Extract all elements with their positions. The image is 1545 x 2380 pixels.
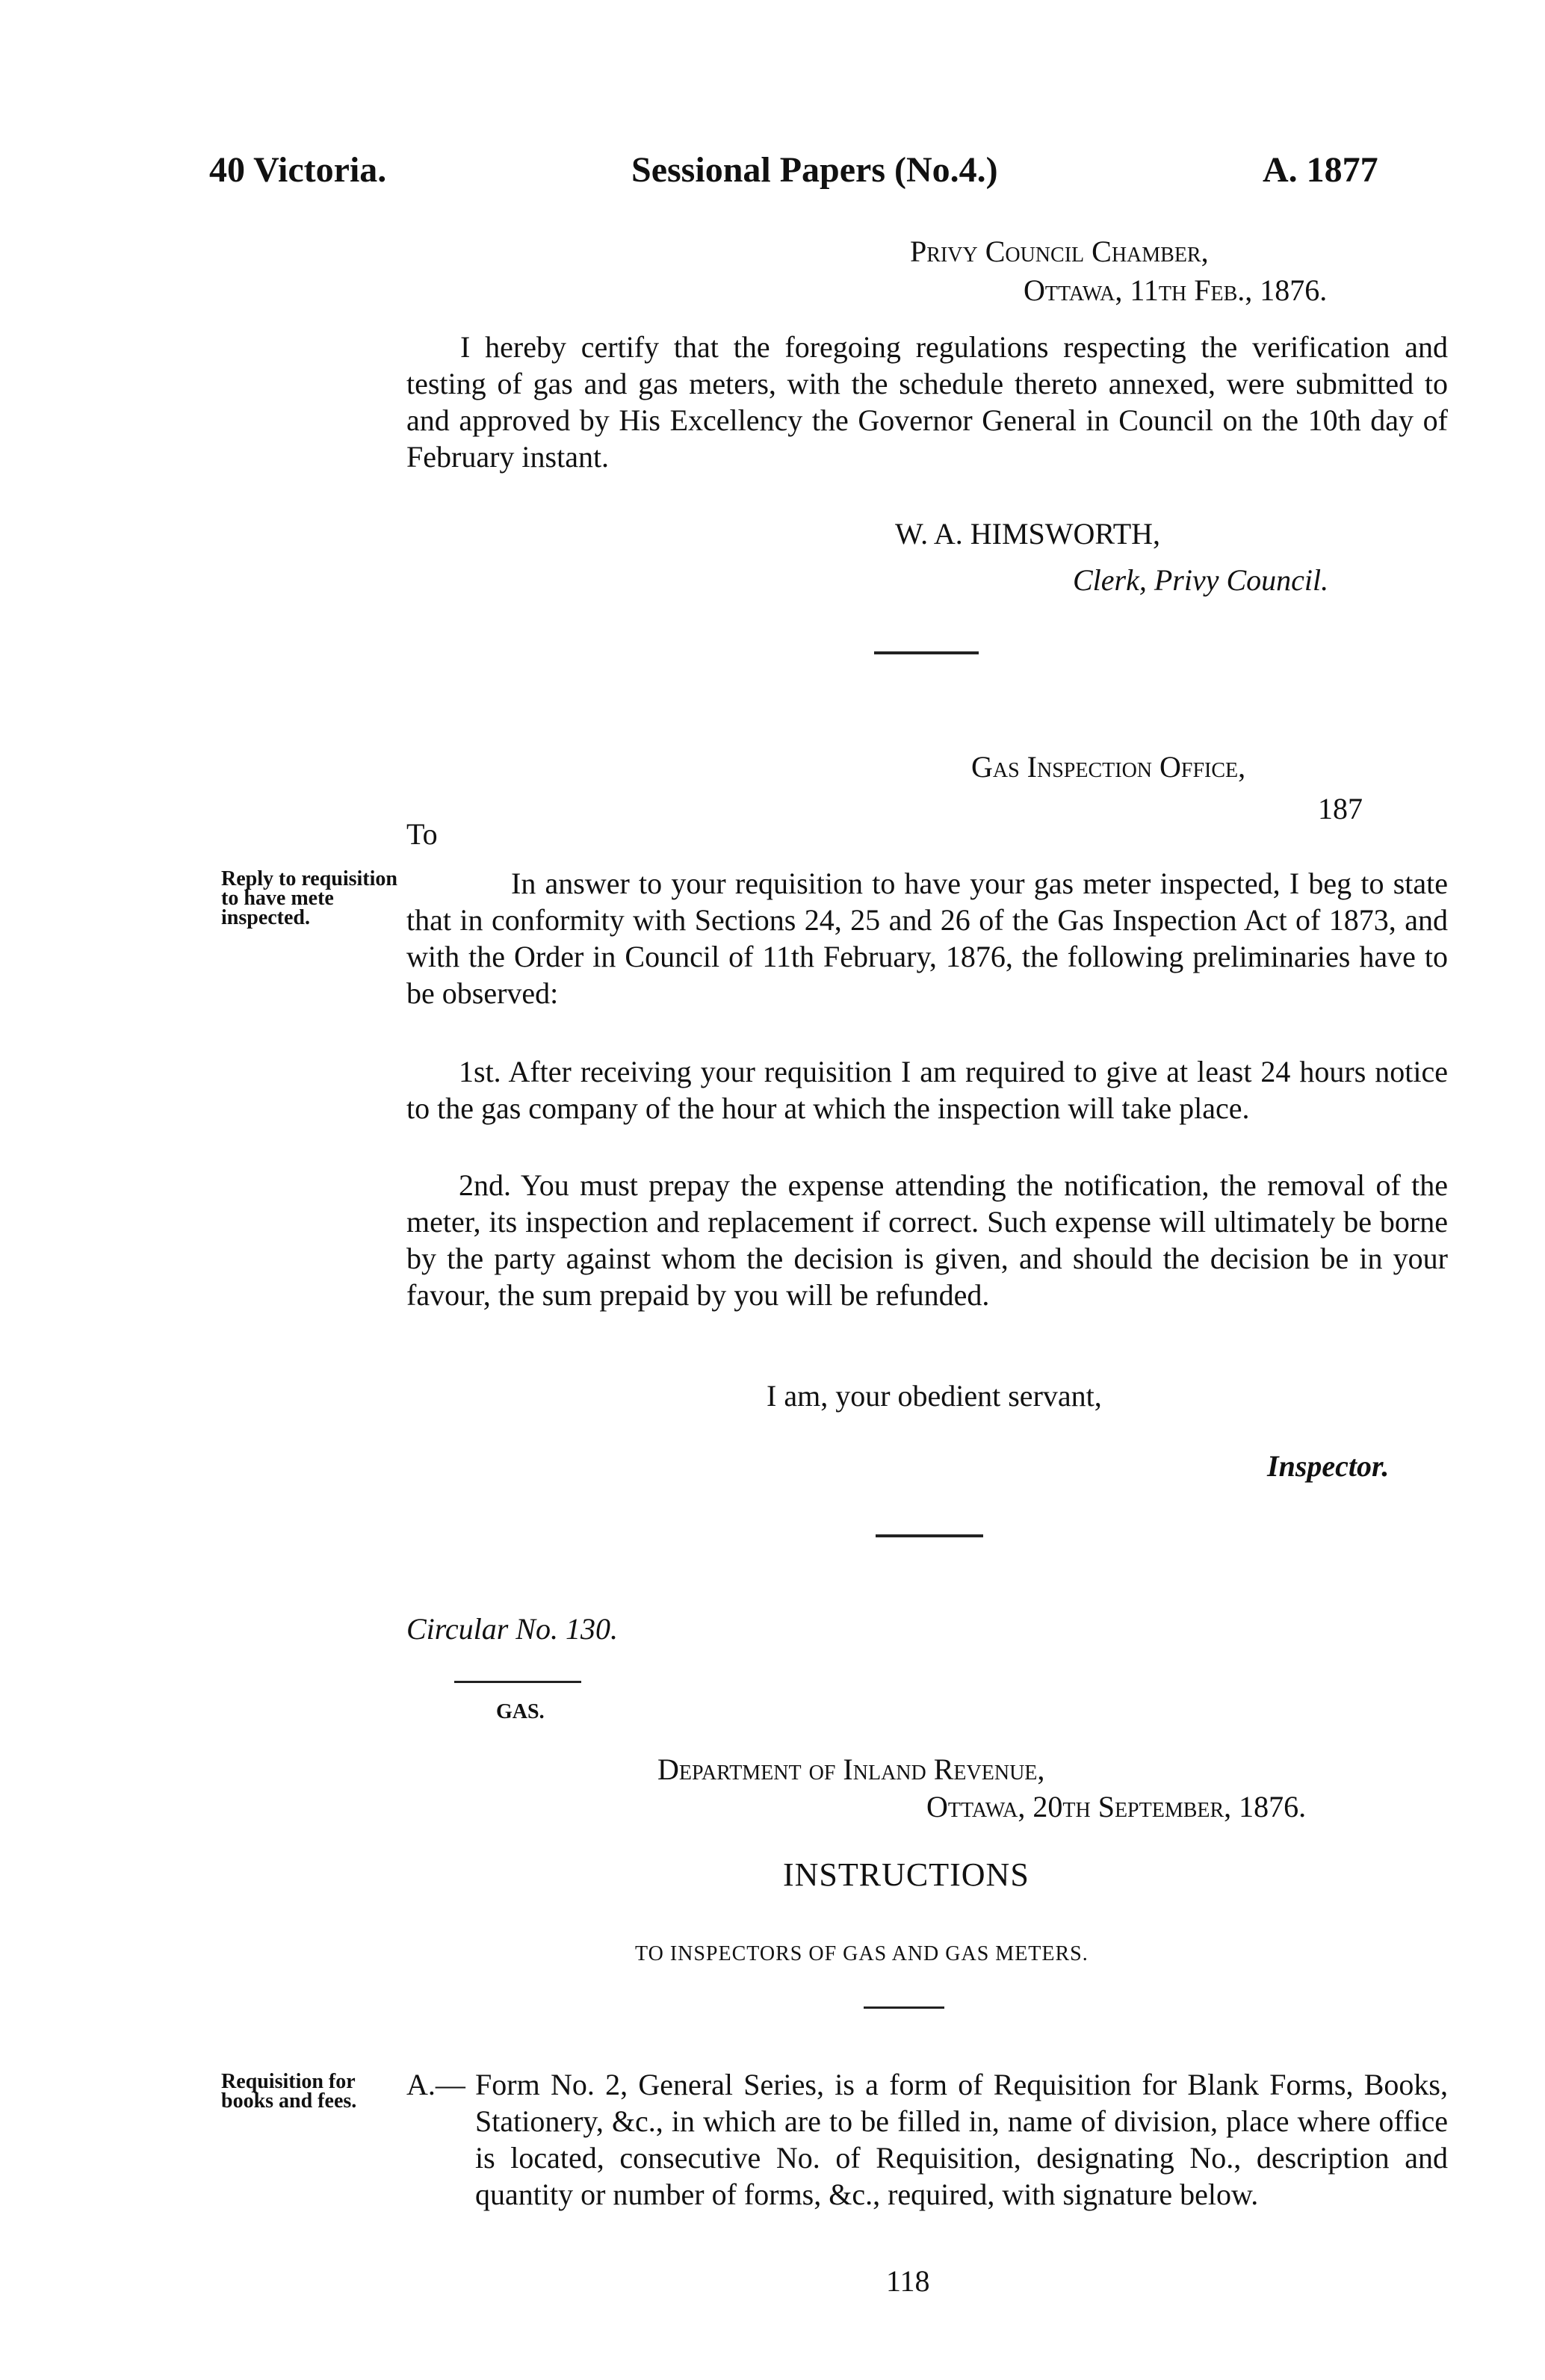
circular-place-date: Ottawa, 20th September, 1876.: [926, 1790, 1307, 1823]
circular-subtitle: TO INSPECTORS OF GAS AND GAS METERS.: [635, 1942, 1089, 1965]
certificate-place: Privy Council Chamber,: [910, 235, 1209, 268]
letter-intro: In answer to your requisition to have your gas meter inspected, I beg to state that in conformity with Sections 24, 25 and 26 of the Gas Inspection Act of 1873, and with the Order in Council of 11th February, 1876, the following preliminaries have to be observed:: [406, 867, 1448, 1010]
letter-year: 187: [1318, 792, 1363, 825]
certificate-date: Ottawa, 11th Feb., 1876.: [1024, 273, 1328, 307]
margin-note-reply: Reply to requisition to have mete inspected.: [221, 867, 397, 929]
circular-title-rule: [864, 2006, 944, 2009]
header-title: Sessional Papers (No.4.): [631, 150, 998, 190]
header-year: A. 1877: [1263, 150, 1378, 190]
circular-underline: [454, 1681, 581, 1683]
page-number: 118: [886, 2264, 930, 2298]
certificate-paragraph: I hereby certify that the foregoing regulations respecting the verification and testing of gas and gas meters, with the schedule thereto annexed, were submitted to and approved by His Excellency the Governor General in Council on the 10th day of February instant.: [406, 330, 1448, 474]
letter-signature-inspector: Inspector.: [1267, 1449, 1390, 1483]
paragraph-a-label: A.—: [406, 2068, 465, 2101]
letter-addressee: To: [406, 817, 438, 851]
paragraph-a-text: Form No. 2, General Series, is a form of Requisition for Blank Forms, Books, Stationery, &c., in which are to be filled in, name of division, place where office is located, consecutive No. of Requisition, designating No., description and quantity or number of forms, &c., required, with signature below.: [475, 2068, 1448, 2211]
circular-number: Circular No. 130.: [406, 1612, 618, 1646]
margin-note-requisition: Requisition for books and fees.: [221, 2070, 357, 2113]
header-volume: 40 Victoria.: [209, 150, 387, 190]
circular-department: Department of Inland Revenue,: [657, 1753, 1045, 1786]
circular-subject: GAS.: [496, 1700, 545, 1723]
letter-item-2: 2nd. You must prepay the expense attending the notification, the removal of the meter, its inspection and replacement if correct. Such expense will ultimately be borne by the party against whom the decision is given, and should the decision be in your favour, the sum prepaid by you will be refunded.: [406, 1168, 1448, 1312]
letter-closing: I am, your obedient servant,: [767, 1379, 1102, 1413]
section-divider-1: [874, 651, 979, 654]
certificate-signatory: W. A. HIMSWORTH,: [895, 517, 1161, 551]
letter-item-1: 1st. After receiving your requisition I am required to give at least 24 hours notice to the gas company of the hour at which the inspection will take place.: [406, 1055, 1448, 1125]
section-divider-2: [876, 1534, 983, 1537]
office-heading: Gas Inspection Office,: [971, 750, 1246, 784]
circular-title: INSTRUCTIONS: [783, 1856, 1030, 1893]
certificate-signatory-title: Clerk, Privy Council.: [1073, 563, 1329, 597]
